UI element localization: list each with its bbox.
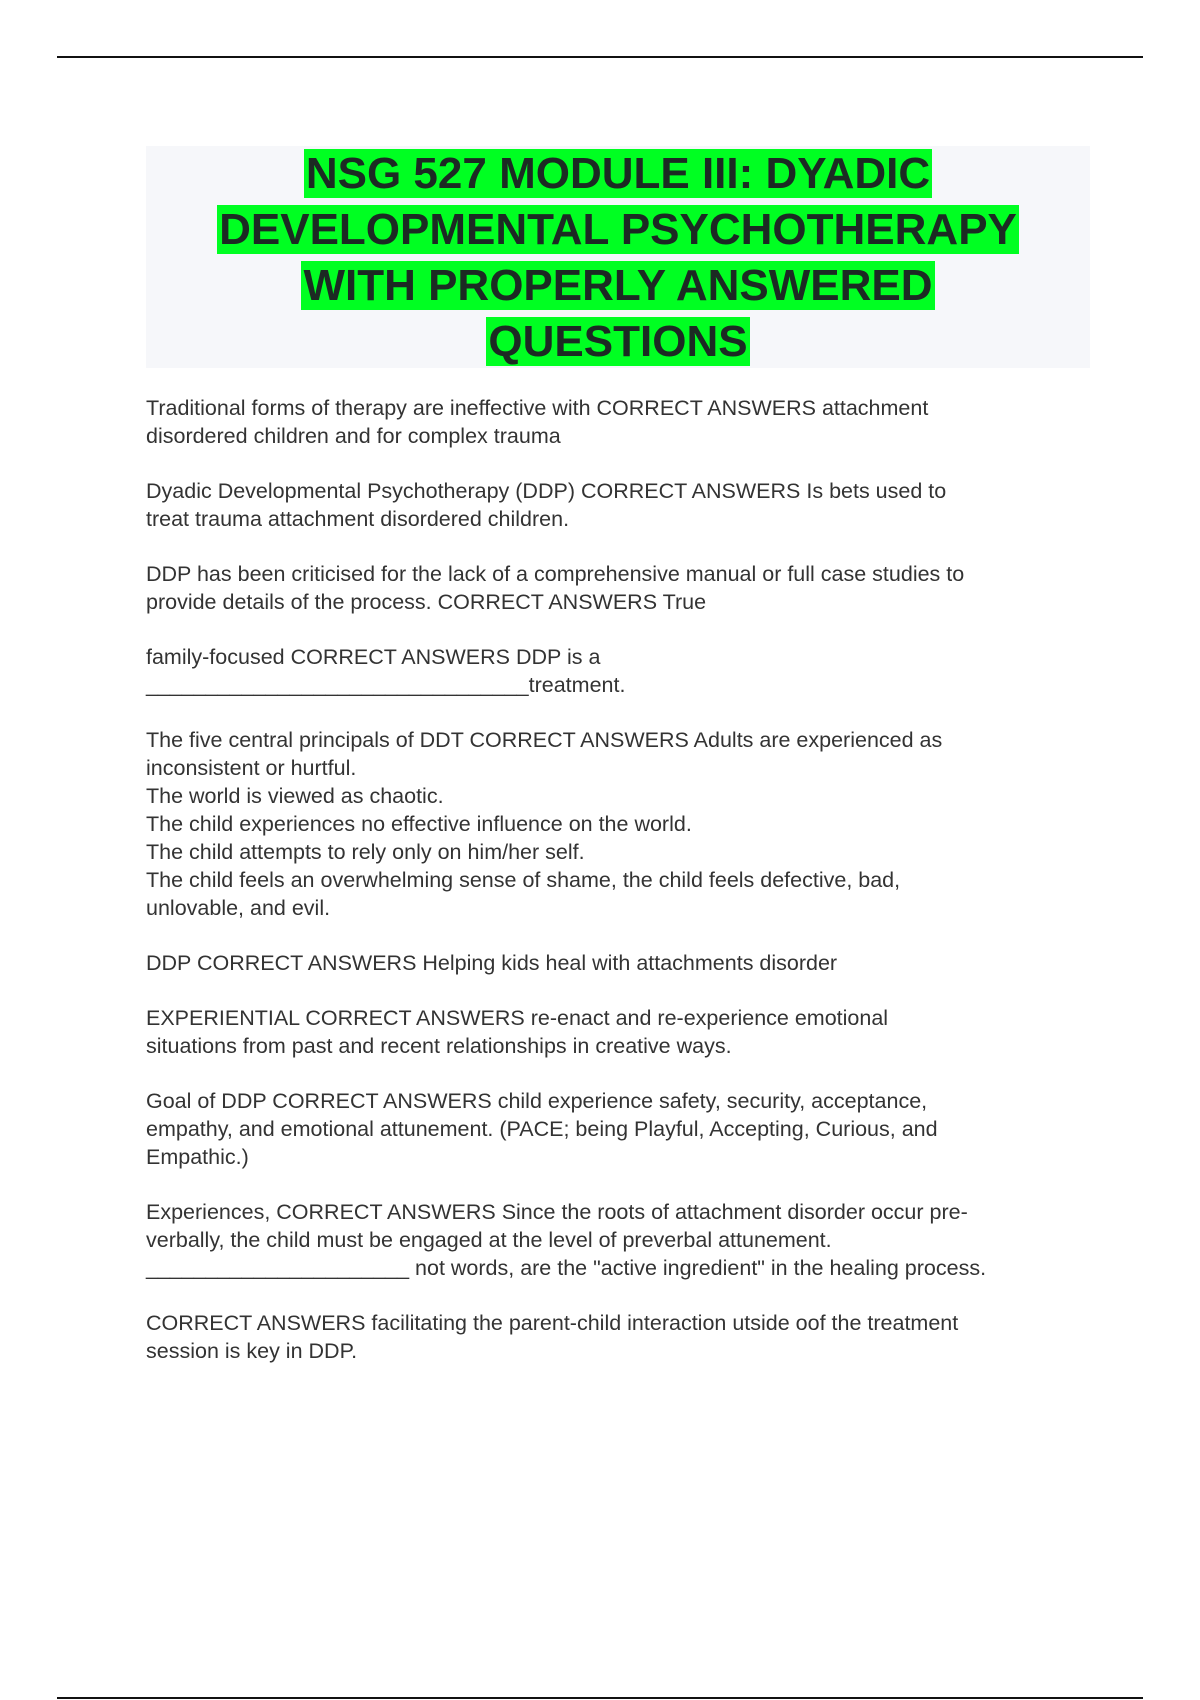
question-text: Goal of DDP — [146, 1089, 267, 1113]
qa-item — [146, 949, 1086, 977]
question-text: DDP has been criticised for the lack of a comprehensive manual or full case studies to provide details of the process. — [146, 562, 965, 614]
answer-label: CORRECT ANSWERS — [146, 1311, 366, 1335]
top-rule — [57, 56, 1143, 58]
qa-item — [146, 726, 1086, 922]
qa-item — [146, 477, 1086, 533]
answer-text: DDP is a ________________________________treatment. — [146, 645, 626, 697]
title-line: DEVELOPMENTAL PSYCHOTHERAPY — [219, 205, 1017, 254]
answer-label: CORRECT ANSWERS — [197, 951, 417, 975]
answer-text: child experience safety, security, acceptance, empathy, and emotional attunement. (PACE; being Playful, Accepting, Curious, and Empathic.) — [146, 1089, 938, 1169]
bottom-rule — [57, 1697, 1143, 1699]
answer-text: Since the roots of attachment disorder occur pre- verbally, the child must be engaged at the level of preverbal attunement. ______________________ not words, are the "active ingredient" in the healing process. — [146, 1200, 987, 1280]
answer-label: CORRECT ANSWERS — [469, 728, 689, 752]
question-text: family-focused — [146, 645, 285, 669]
answer-text: True — [662, 590, 707, 614]
qa-item — [146, 394, 1086, 450]
qa-item — [146, 1309, 1086, 1365]
answer-text: Is bets used to treat trauma attachment disordered children. — [146, 479, 947, 531]
question-text: EXPERIENTIAL — [146, 1006, 300, 1030]
question-text: The five central principals of DDT — [146, 728, 464, 752]
question-text: Traditional forms of therapy are ineffective with — [146, 396, 591, 420]
title-line: WITH PROPERLY ANSWERED — [303, 261, 933, 310]
qa-item — [146, 1087, 1086, 1171]
question-text: Dyadic Developmental Psychotherapy (DDP) — [146, 479, 575, 503]
answer-text: Adults are experienced as inconsistent or hurtful. The world is viewed as chaotic. The child experiences no effective influence on the world. The child attempts to rely only on him/her self. The child feels an overwhelming sense of shame, the child feels defective, bad, unlovable, and evil. — [146, 728, 943, 920]
answer-label: CORRECT ANSWERS — [272, 1089, 492, 1113]
question-text: Experiences, — [146, 1200, 271, 1224]
document-title — [146, 146, 1090, 370]
answer-label: CORRECT ANSWERS — [437, 590, 658, 614]
answer-text: re-enact and re-experience emotional situations from past and recent relationships in creative ways. — [146, 1006, 889, 1058]
answer-label: CORRECT ANSWERS — [290, 645, 511, 669]
title-box — [146, 146, 1090, 368]
qa-item — [146, 560, 1086, 616]
title-line: QUESTIONS — [488, 317, 748, 366]
answer-label: CORRECT ANSWERS — [596, 396, 816, 420]
question-text: DDP — [146, 951, 192, 975]
answer-label: CORRECT ANSWERS — [305, 1006, 525, 1030]
answer-text: attachment disordered children and for complex trauma — [146, 396, 929, 448]
qa-item — [146, 1004, 1086, 1060]
qa-item — [146, 643, 1086, 699]
answer-text: Helping kids heal with attachments disorder — [422, 951, 838, 975]
title-line: NSG 527 MODULE III: DYADIC — [305, 149, 931, 198]
qa-list — [146, 394, 1086, 1392]
answer-label: CORRECT ANSWERS — [276, 1200, 496, 1224]
qa-item — [146, 1198, 1086, 1282]
answer-label: CORRECT ANSWERS — [580, 479, 801, 503]
answer-text: facilitating the parent-child interaction utside oof the treatment session is key in DDP. — [146, 1311, 959, 1363]
